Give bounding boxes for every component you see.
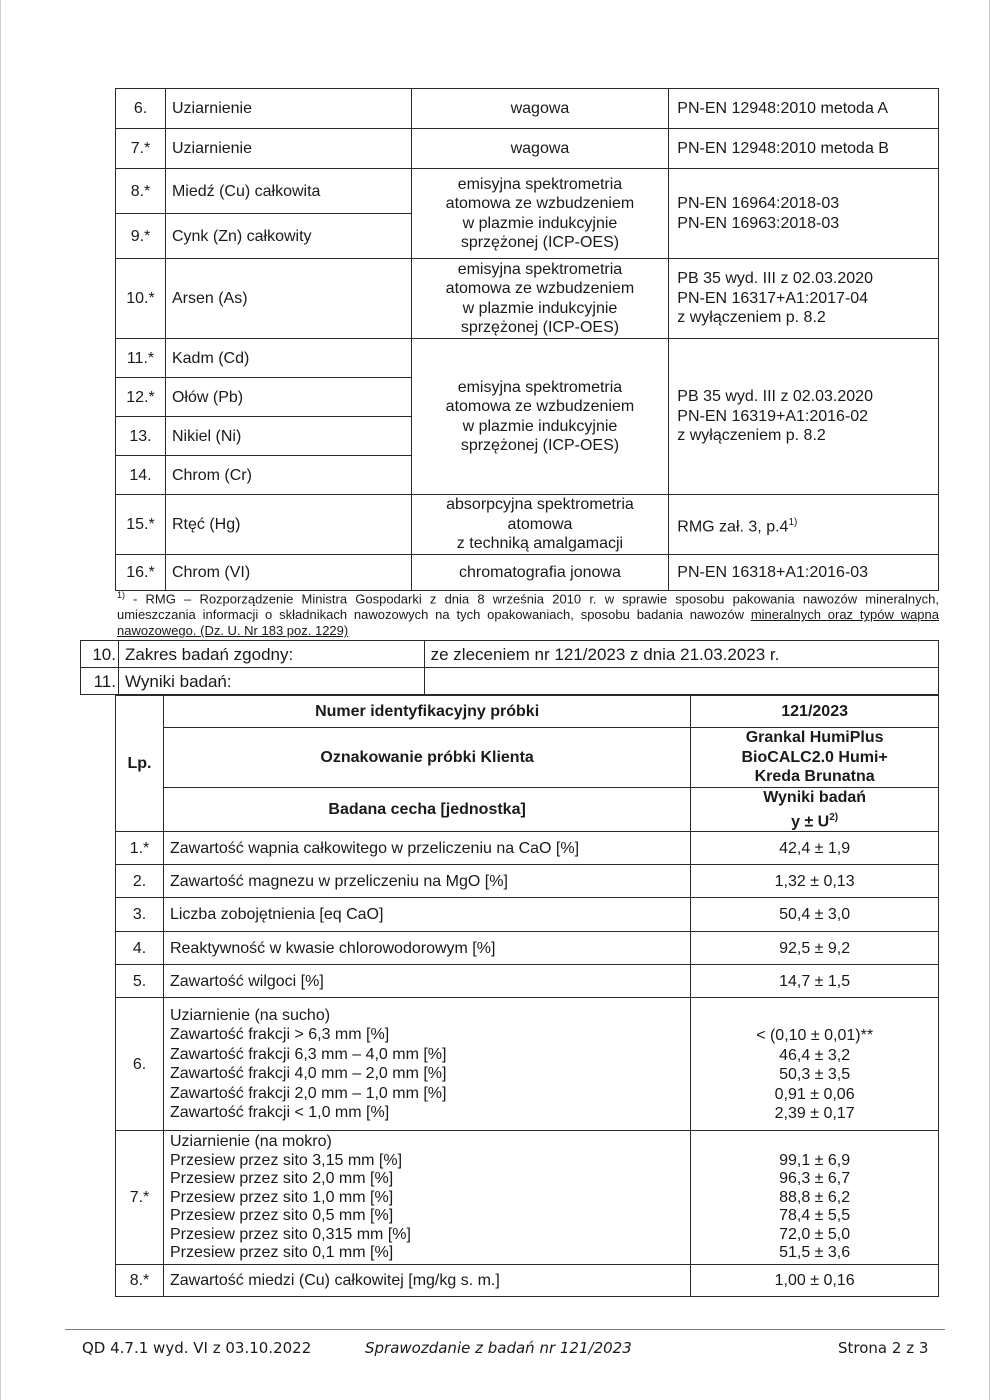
method-row <box>116 555 939 591</box>
method-row <box>116 169 939 214</box>
results-table <box>115 695 939 1297</box>
method-num: 12.* <box>116 378 166 417</box>
method-num: 8.* <box>116 169 166 214</box>
results-header-row <box>116 728 939 788</box>
footer-doc-code: QD 4.7.1 wyd. VI z 03.10.2022 <box>82 1339 312 1357</box>
method-num: 13. <box>116 417 166 456</box>
method-name: Miedź (Cu) całkowita <box>165 169 411 214</box>
method-num: 9.* <box>116 214 166 259</box>
result-feature: Liczba zobojętnienia [eq CaO] <box>163 898 690 932</box>
result-value-list: < (0,10 ± 0,01)** 46,4 ± 3,2 50,3 ± 3,5 0,91 ± 0,06 2,39 ± 0,17 <box>691 998 939 1131</box>
method-technique: wagowa <box>411 89 669 129</box>
method-row <box>116 89 939 129</box>
sample-id-label: Numer identyfikacyjny próbki <box>163 696 690 728</box>
method-name: Uziarnienie <box>165 89 411 129</box>
method-name: Uziarnienie <box>165 129 411 169</box>
section-value: ze zleceniem nr 121/2023 z dnia 21.03.2023 r. <box>424 641 938 668</box>
method-num: 6. <box>116 89 166 129</box>
method-standard: PN-EN 16318+A1:2016-03 <box>669 555 939 591</box>
result-lp: 7.* <box>116 1131 164 1265</box>
footer-report-title: Sprawozdanie z badań nr 121/2023 <box>365 1339 632 1357</box>
footnote-text: - RMG – Rozporządzenie Ministra Gospodarki z dnia 8 września 2010 r. w sprawie sposobu pakowania nawozów mineralnych, umieszczania informacji o składnikach nawozowych na tych opakowaniach, sposobu badania nawozów <box>117 591 939 623</box>
result-feature: Zawartość wapnia całkowitego w przeliczeniu na CaO [%] <box>163 832 690 865</box>
footnote-mark: 1) <box>117 590 126 600</box>
result-lp: 4. <box>116 932 164 965</box>
result-value: 92,5 ± 9,2 <box>691 932 939 965</box>
method-standard-as: PB 35 wyd. III z 02.03.2020 PN-EN 16317+A1:2017-04 z wyłączeniem p. 8.2 <box>669 259 939 339</box>
results-lp-header: Lp. <box>116 696 164 832</box>
section-row <box>81 668 939 695</box>
footnote <box>117 587 939 639</box>
result-feature-list: Uziarnienie (na mokro) Przesiew przez sito 3,15 mm [%] Przesiew przez sito 2,0 mm [%] Przesiew przez sito 1,0 mm [%] Przesiew przez sito 0,5 mm [%] Przesiew przez sito 0,315 mm [%] Przesiew przez sito 0,1 mm [%] <box>163 1131 690 1265</box>
section-row <box>81 641 939 668</box>
results-header-row <box>116 696 939 728</box>
client-label: Oznakowanie próbki Klienta <box>163 728 690 788</box>
method-technique-aas: absorpcyjna spektrometria atomowa z techniką amalgamacji <box>411 495 669 555</box>
feature-header: Badana cecha [jednostka] <box>163 788 690 832</box>
result-value: 50,4 ± 3,0 <box>691 898 939 932</box>
footer-page-number: Strona 2 z 3 <box>838 1339 929 1357</box>
result-lp: 8.* <box>116 1265 164 1297</box>
method-num: 11.* <box>116 339 166 378</box>
result-value: 1,00 ± 0,16 <box>691 1265 939 1297</box>
client-value: Grankal HumiPlus BioCALC2.0 Humi+ Kreda Brunatna <box>691 728 939 788</box>
method-name: Arsen (As) <box>165 259 411 339</box>
result-feature: Reaktywność w kwasie chlorowodorowym [%] <box>163 932 690 965</box>
result-feature: Zawartość magnezu w przeliczeniu na MgO [%] <box>163 865 690 898</box>
method-num: 16.* <box>116 555 166 591</box>
result-feature-list: Uziarnienie (na sucho) Zawartość frakcji > 6,3 mm [%] Zawartość frakcji 6,3 mm – 4,0 mm [%] Zawartość frakcji 4,0 mm – 2,0 mm [%] Zawartość frakcji 2,0 mm – 1,0 mm [%] Zawartość frakcji < 1,0 mm [%] <box>163 998 690 1131</box>
section-number: 11. <box>81 668 119 695</box>
method-row <box>116 495 939 555</box>
section-value <box>424 668 938 695</box>
method-num: 7.* <box>116 129 166 169</box>
method-standard-cu-zn: PN-EN 16964:2018-03 PN-EN 16963:2018-03 <box>669 169 939 259</box>
result-lp: 3. <box>116 898 164 932</box>
footer-divider <box>65 1329 945 1330</box>
result-feature: Zawartość miedzi (Cu) całkowitej [mg/kg s. m.] <box>163 1265 690 1297</box>
method-name: Rtęć (Hg) <box>165 495 411 555</box>
result-feature: Zawartość wilgoci [%] <box>163 965 690 998</box>
method-technique: wagowa <box>411 129 669 169</box>
method-name: Ołów (Pb) <box>165 378 411 417</box>
result-row <box>116 865 939 898</box>
method-row <box>116 339 939 378</box>
result-row <box>116 1265 939 1297</box>
method-name: Chrom (VI) <box>165 555 411 591</box>
method-name: Nikiel (Ni) <box>165 417 411 456</box>
results-header: Wyniki badań $y \pm U^{2)}$ <box>691 788 939 832</box>
result-lp: 5. <box>116 965 164 998</box>
sample-id-value: 121/2023 <box>691 696 939 728</box>
method-row <box>116 129 939 169</box>
result-row-wet-granulation <box>116 1131 939 1265</box>
method-technique-icp: emisyjna spektrometria atomowa ze wzbudzeniem w plazmie indukcyjnie sprzężonej (ICP-OES) <box>411 339 669 495</box>
method-name: Kadm (Cd) <box>165 339 411 378</box>
method-row <box>116 259 939 339</box>
methods-table <box>115 88 939 591</box>
result-row-dry-granulation <box>116 998 939 1131</box>
footnote-text-underlined: mineralnych oraz typów wapna nawozowego. (Dz. U. Nr 183 poz. 1229) <box>117 607 940 639</box>
method-name: Cynk (Zn) całkowity <box>165 214 411 259</box>
result-row <box>116 898 939 932</box>
result-row <box>116 965 939 998</box>
method-num: 14. <box>116 456 166 495</box>
result-row <box>116 932 939 965</box>
section-label: Zakres badań zgodny: <box>118 641 424 668</box>
result-value: 42,4 ± 1,9 <box>691 832 939 865</box>
method-standard-metals: PB 35 wyd. III z 02.03.2020 PN-EN 16319+A1:2016-02 z wyłączeniem p. 8.2 <box>669 339 939 495</box>
result-lp: 1.* <box>116 832 164 865</box>
method-technique-icp: emisyjna spektrometria atomowa ze wzbudzeniem w plazmie indukcyjnie sprzężonej (ICP-OES) <box>411 169 669 259</box>
method-technique-icp: emisyjna spektrometria atomowa ze wzbudzeniem w plazmie indukcyjnie sprzężonej (ICP-OES) <box>411 259 669 339</box>
method-standard-hg: RMG zał. 3, p.4$^{1)}$ <box>669 495 939 555</box>
method-technique: chromatografia jonowa <box>411 555 669 591</box>
section-number: 10. <box>81 641 119 668</box>
section-label: Wyniki badań: <box>118 668 424 695</box>
results-header-row <box>116 788 939 832</box>
result-row <box>116 832 939 865</box>
method-num: 10.* <box>116 259 166 339</box>
method-num: 15.* <box>116 495 166 555</box>
result-value: 1,32 ± 0,13 <box>691 865 939 898</box>
method-standard: PN-EN 12948:2010 metoda B <box>669 129 939 169</box>
result-value: 14,7 ± 1,5 <box>691 965 939 998</box>
method-name: Chrom (Cr) <box>165 456 411 495</box>
result-lp: 6. <box>116 998 164 1131</box>
result-value-list: 99,1 ± 6,9 96,3 ± 6,7 88,8 ± 6,2 78,4 ± 5,5 72,0 ± 5,0 51,5 ± 3,6 <box>691 1131 939 1265</box>
result-lp: 2. <box>116 865 164 898</box>
method-standard: PN-EN 12948:2010 metoda A <box>669 89 939 129</box>
sections-table <box>80 640 939 695</box>
